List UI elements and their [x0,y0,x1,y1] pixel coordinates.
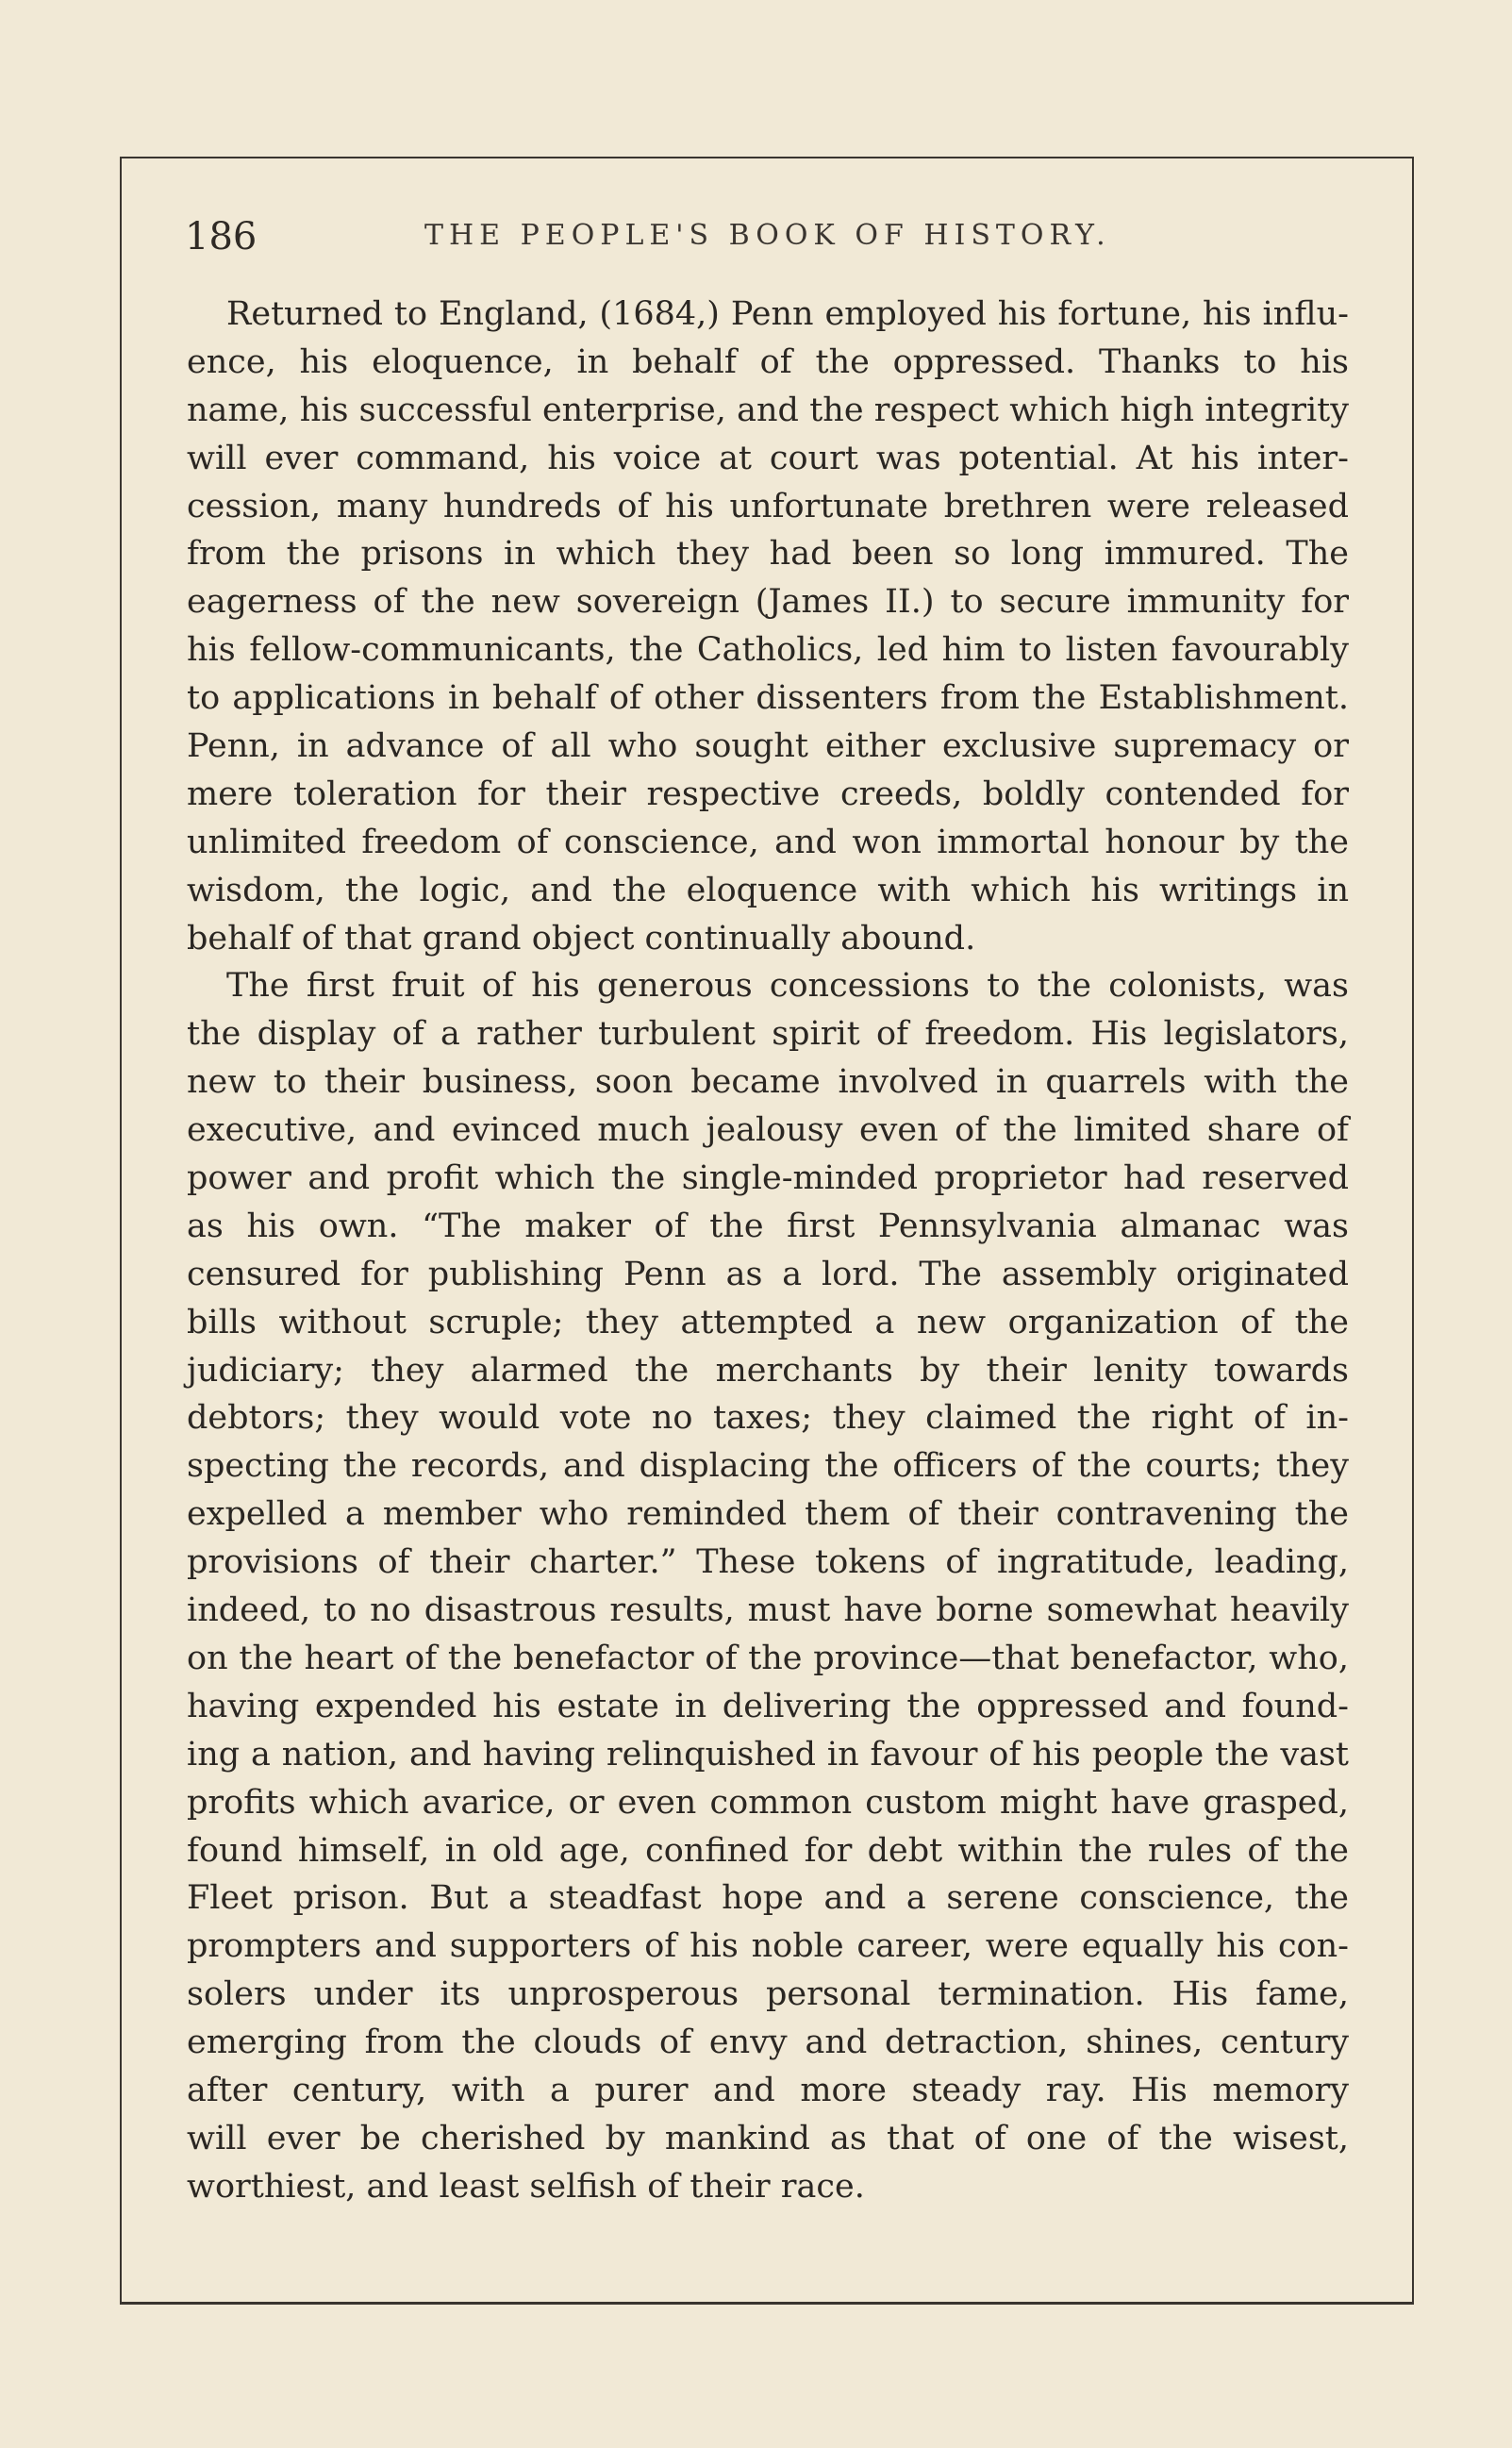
text-line: executive, and evinced much jealousy even of the limited share of [187,1111,1349,1150]
text-line: eagerness of the new sovereign (James II.) to secure immunity for [187,583,1349,622]
text-line: unlimited freedom of conscience, and won immortal honour by the [187,823,1349,861]
text-line: censured for publishing Penn as a lord. The assembly originated [187,1255,1349,1293]
text-line: ing a nation, and having relinquished in favour of his people the vast [187,1735,1349,1774]
text-line: bills without scruple; they attempted a new organization of the [187,1303,1349,1341]
text-line: Fleet prison. But a steadfast hope and a serene conscience, the [187,1879,1349,1918]
text-line: new to their business, soon became involved in quarrels with the [187,1063,1349,1102]
text-line: behalf of that grand object continually abound. [187,919,976,958]
text-line: the display of a rather turbulent spirit of freedom. His legislators, [187,1015,1349,1054]
page-number: 186 [185,215,258,258]
text-line: profits which avarice, or even common custom might have grasped, [187,1783,1349,1822]
text-line: solers under its unprosperous personal termination. His fame, [187,1975,1349,2014]
text-line: will ever be cherished by mankind as that of one of the wisest, [187,2119,1349,2157]
text-line: on the heart of the benefactor of the province—that benefactor, who, [187,1639,1349,1677]
paragraph [187,962,1349,2210]
text-line: found himself, in old age, confined for debt within the rules of the [187,1831,1349,1870]
text-line: The first fruit of his generous concessions to the colonists, was [226,967,1349,1006]
text-line: wisdom, the logic, and the eloquence with which his writings in [187,871,1349,909]
text-line: power and profit which the single-minded proprietor had reserved [187,1159,1349,1198]
text-line: from the prisons in which they had been so long immured. The [187,535,1349,574]
text-line: prompters and supporters of his noble career, were equally his con- [187,1927,1349,1966]
text-line: mere toleration for their respective creeds, boldly contended for [187,774,1349,813]
text-line: indeed, to no disastrous results, must have borne somewhat heavily [187,1591,1349,1630]
text-line: name, his successful enterprise, and the respect which high integrity [187,391,1349,429]
text-line: having expended his estate in delivering the oppressed and found- [187,1687,1349,1725]
text-line: will ever command, his voice at court was potential. At his inter- [187,439,1349,477]
text-line: expelled a member who reminded them of their contravening the [187,1495,1349,1534]
text-line: after century, with a purer and more steady ray. His memory [187,2071,1349,2109]
text-line: to applications in behalf of other dissenters from the Establishment. [187,679,1349,718]
text-line: Penn, in advance of all who sought either exclusive supremacy or [187,727,1349,766]
body-text [187,291,1349,2211]
text-line: ence, his eloquence, in behalf of the oppressed. Thanks to his [187,342,1349,381]
text-line: debtors; they would vote no taxes; they claimed the right of in- [187,1399,1349,1438]
text-line: provisions of their charter.” These tokens of ingratitude, leading, [187,1543,1349,1582]
paragraph [187,291,1349,962]
text-line: worthiest, and least selfish of their race. [187,2167,865,2206]
running-title: THE PEOPLE'S BOOK OF HISTORY. [424,219,1111,252]
text-line: as his own. “The maker of the first Pennsylvania almanac was [187,1207,1349,1245]
text-line: judiciary; they alarmed the merchants by their lenity towards [187,1351,1349,1390]
text-line: his fellow-communicants, the Catholics, led him to listen favourably [187,631,1349,670]
text-line: cession, many hundreds of his unfortunate brethren were released [187,487,1349,525]
text-line: specting the records, and displacing the officers of the courts; they [187,1447,1349,1486]
text-line: Returned to England, (1684,) Penn employed his fortune, his influ- [226,295,1349,333]
text-line: emerging from the clouds of envy and detraction, shines, century [187,2023,1349,2062]
